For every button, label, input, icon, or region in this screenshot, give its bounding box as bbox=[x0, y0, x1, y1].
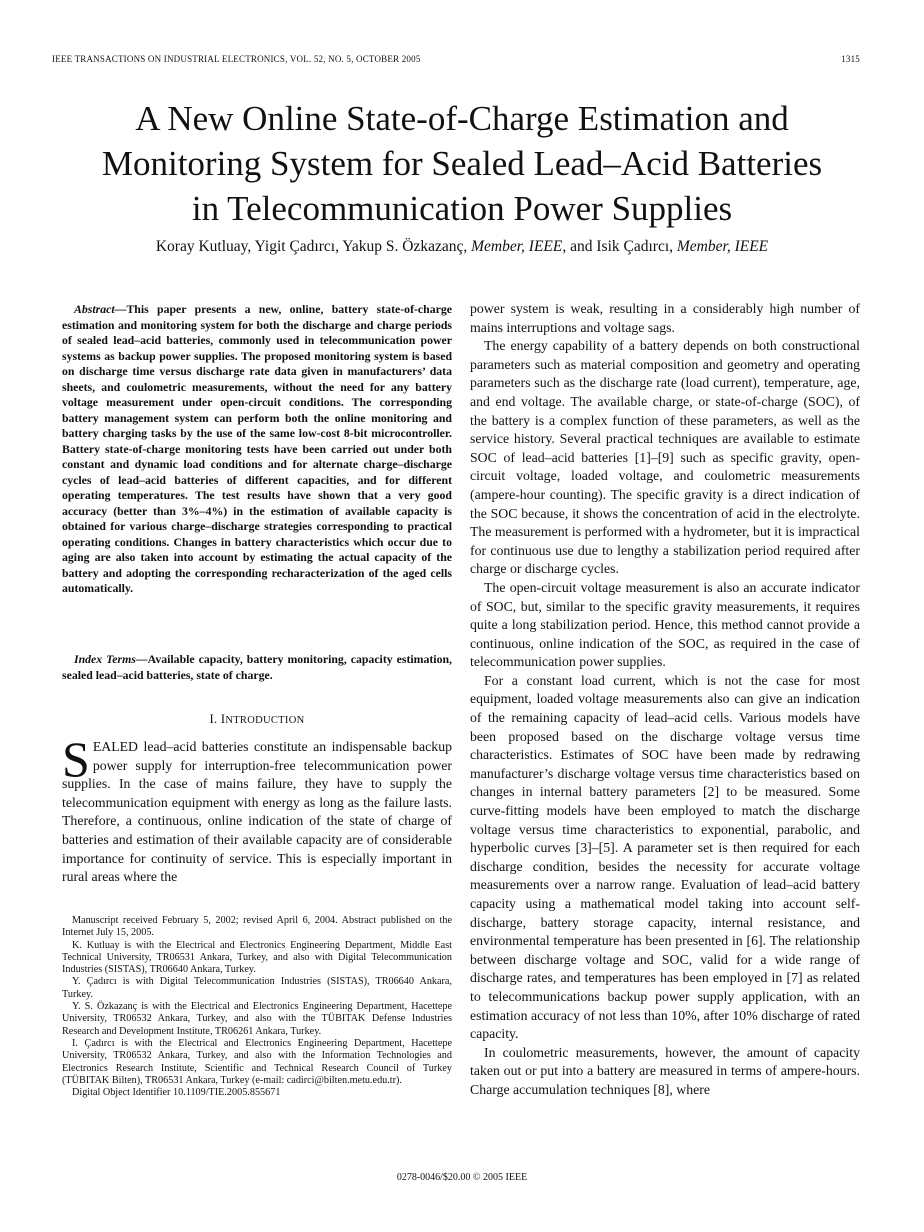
introduction-text: EALED lead–acid batteries constitute an indispensable backup power supply for interruption-free telecommunication power supplies. In the case of mains failure, they have to supply the telecommunication equipment with energy as long as the failure lasts. Therefore, a continuous, online indication of the state of charge of batteries and estimation of their available capacity are of considerable importance for continuity of service. This is especially important in rural areas where the bbox=[62, 739, 452, 885]
section-number: I. bbox=[209, 712, 221, 726]
body-paragraph: The energy capability of a battery depends on both constructional parameters such as material composition and geometry and operating parameters such as the discharge rate (load current), temperature, age, and end voltage. The available charge, or state-of-charge (SOC), of the battery is a complex function of these parameters, as well as the service history. Several practical techniques are available to estimate SOC of lead–acid batteries [1]–[9] such as specific gravity, open-circuit voltage, loaded voltage, and coulometric measurements (ampere-hour counting). The specific gravity is a direct indication of the SOC because, it shows the concentration of acid in the electrolyte. The measurement is performed with a hydrometer, but it is impractical for continuous use due to lengthy a stabilization period required after charge or discharge cycles. bbox=[470, 338, 860, 577]
title-line-1: A New Online State-of-Charge Estimation and bbox=[135, 99, 789, 138]
title-line-3: in Telecommunication Power Supplies bbox=[191, 189, 733, 228]
author-line bbox=[40, 238, 884, 256]
index-terms-label: Index Terms— bbox=[74, 652, 148, 666]
introduction-paragraph bbox=[62, 731, 452, 887]
section-heading-introduction bbox=[62, 712, 452, 727]
title-line-2: Monitoring System for Sealed Lead–Acid Batteries bbox=[101, 144, 823, 183]
footnote: I. Çadırcı is with the Electrical and Electronics Engineering Department, Hacettepe University, TR06532 Ankara, Turkey, and also with the Information Technologies and Electronics Research Institute, Scientific and Technical Research Council of Turkey (TÜBITAK Bilten), TR06531 Ankara, Turkey (e-mail: cadirci@bilten.metu.edu.tr). bbox=[62, 1037, 452, 1086]
author-names-2: , and Isik Çadırcı, bbox=[562, 238, 677, 255]
paper-title bbox=[40, 96, 884, 231]
footnotes bbox=[62, 915, 452, 1099]
copyright-line: 0278-0046/$20.00 © 2005 IEEE bbox=[396, 1172, 528, 1183]
author-names-1: Koray Kutluay, Yigit Çadırcı, Yakup S. Özkazanç, bbox=[155, 238, 472, 255]
right-column-text bbox=[470, 300, 860, 1100]
abstract bbox=[62, 302, 452, 597]
body-paragraph: In coulometric measurements, however, the amount of capacity taken out or put into a battery are measured in terms of ampere-hours. Charge accumulation techniques [8], where bbox=[470, 1044, 860, 1097]
footnote: Y. S. Özkazanç is with the Electrical and Electronics Engineering Department, Hacettepe University, TR06532 Ankara, Turkey, and also with the TÜBITAK Defense Industries Research and Development Institute, TR06261 Ankara, Turkey. bbox=[62, 1001, 452, 1037]
body-paragraph: power system is weak, resulting in a considerably high number of mains interruptions and voltage sags. bbox=[470, 301, 860, 335]
footnote: Manuscript received February 5, 2002; revised April 6, 2004. Abstract published on the Internet July 15, 2005. bbox=[62, 915, 452, 939]
journal-name: IEEE TRANSACTIONS ON INDUSTRIAL ELECTRONICS, VOL. 52, NO. 5, OCTOBER 2005 bbox=[52, 54, 421, 64]
footnote: K. Kutluay is with the Electrical and Electronics Engineering Department, Middle East Technical University, TR06531 Ankara, Turkey, and also with Digital Telecommunication Industries (SISTAS), TR06640 Ankara, Turkey. bbox=[62, 939, 452, 976]
index-terms bbox=[62, 652, 452, 683]
abstract-label: Abstract— bbox=[74, 302, 127, 316]
page-number: 1315 bbox=[841, 54, 860, 64]
body-paragraph: For a constant load current, which is not the case for most equipment, loaded voltage measurements also can give an indication of the remaining capacity of lead–acid cells. Various models have been proposed based on the discharge voltage versus time characteristics. Estimates of SOC have been made by redrawing manufacturer’s discharge voltage versus time characteristics based on changes in internal battery parameters [2] to be measured. Some curve-fitting models have been employed to match the discharge voltage versus time characteristics to exponential, parabolic, and hyperbolic curves [3]–[5]. A parameter set is then required for each discharge condition, besides the necessity for accurate voltage measurements over a narrow range. Evaluation of lead–acid battery capacity using a mathematical model taking into account self-discharge, battery storage capacity, internal resistance, and environmental temperature has been presented in [6]. The relationship between discharge voltage and SOC, valid for a wide range of discharge rates, and temperatures has been employed in [7] as related to telecommunications backup power supply application, with an estimation accuracy of not less than 10%, after 10% discharge of rated capacity. bbox=[470, 672, 860, 1042]
index-terms-text: Available capacity, battery monitoring, capacity estimation, sealed lead–acid batteries, state of charge. bbox=[62, 652, 452, 682]
author-role-1: Member, IEEE bbox=[471, 238, 563, 255]
section-title-initial: I bbox=[220, 712, 226, 726]
drop-cap: S bbox=[62, 731, 90, 787]
footnote: Y. Çadırcı is with Digital Telecommunication Industries (SISTAS), TR06640 Ankara, Turkey. bbox=[62, 976, 452, 1000]
abstract-text: This paper presents a new, online, battery state-of-charge estimation and monitoring system for both the discharge and charge periods of sealed lead–acid batteries, commonly used in telecommunication power systems as backup power supplies. The proposed monitoring system is based on discharge time versus discharge rate data given in manufacturers’ data sheets, and coulometric measurements, without the need for any battery voltage measurement under open-circuit conditions. The corresponding battery management system can perform both the online monitoring and battery charging tasks by the use of the same low-cost 8-bit microcontroller. Battery state-of-charge monitoring tests have been carried out under both constant and dynamic load conditions and for alternate charge–discharge cycles of lead–acid batteries of different capacities, and for different operating temperatures. The test results have shown that a very good accuracy (better than 3%–4%) in the estimation of available capacity is obtained for various charge–discharge strategies corresponding to practical operating conditions. Changes in battery characteristics which occur due to aging are also taken into account by estimating the actual capacity of the battery and adopting the corresponding recharacterization of the aged cells automatically. bbox=[62, 302, 452, 595]
body-paragraph: The open-circuit voltage measurement is also an accurate indicator of SOC, but, similar to the specific gravity measurements, it requires quite a long stabilization period. Hence, this method cannot provide a continuous, online indication of the SOC, as required in the case of telecommunication power supplies. bbox=[470, 579, 860, 670]
author-role-2: Member, IEEE bbox=[676, 238, 769, 255]
section-title-rest: NTRODUCTION bbox=[225, 715, 305, 726]
footnote: Digital Object Identifier 10.1109/TIE.2005.855671 bbox=[72, 1087, 281, 1099]
